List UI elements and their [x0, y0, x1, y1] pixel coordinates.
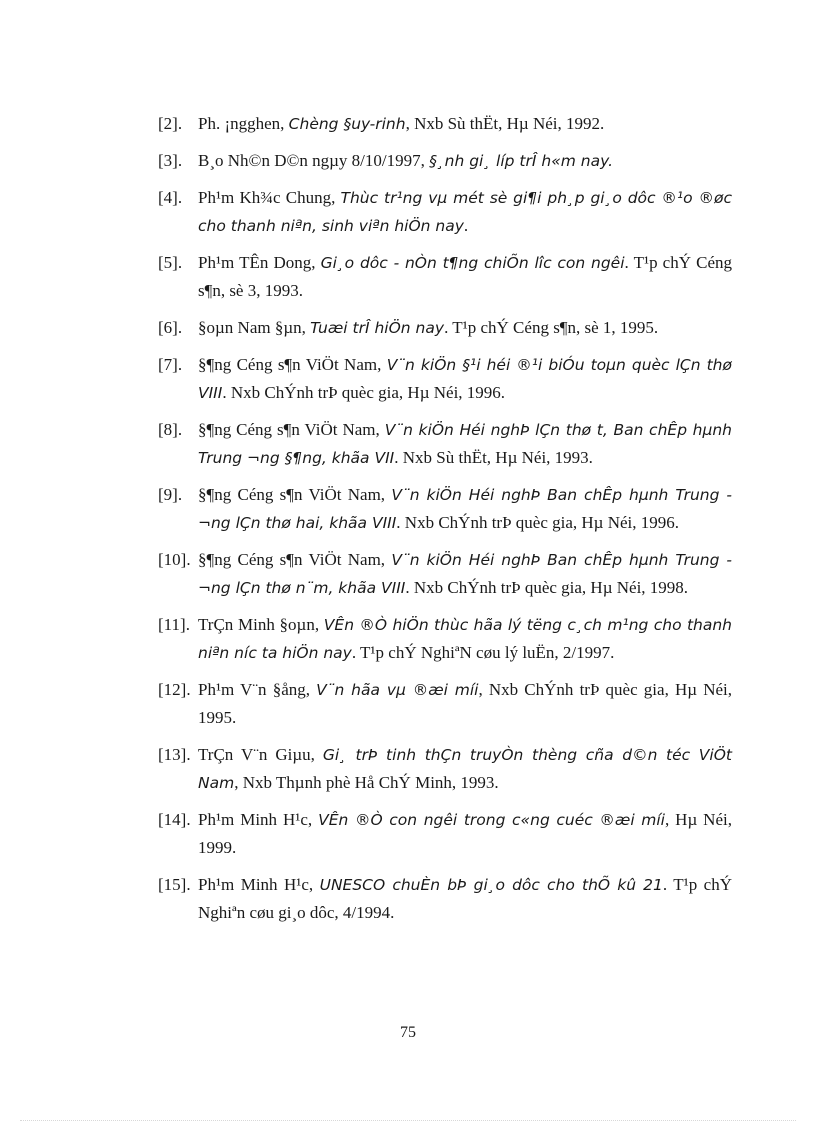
reference-title: V¨n kiÖn Héi nghÞ Ban chÊp hµnh Trung ¬ng lÇn thø hai, khãa VIII	[198, 486, 733, 532]
reference-item	[158, 871, 732, 927]
reference-item	[158, 110, 732, 138]
reference-text: Ph¹m Minh H¹c, UNESCO chuÈn bÞ gi¸o dôc cho thÕ kû 21. T¹p chÝ Nghiªn cøu gi¸o dôc, 4/1994.	[198, 875, 732, 922]
reference-text: §¶ng Céng s¶n ViÖt Nam, V¨n kiÖn Héi nghÞ lÇn thø t, Ban chÊp hµnh Trung ¬ng §¶ng, khãa VII. Nxb Sù thËt, Hµ Néi, 1993.	[198, 420, 733, 467]
reference-title: VÊn ®Ò con ngêi trong c«ng cuéc ®æi míi	[318, 811, 665, 829]
reference-item	[158, 546, 732, 602]
reference-number: [9].	[158, 485, 183, 504]
reference-number: [2].	[158, 114, 183, 133]
reference-title: V¨n kiÖn Héi nghÞ lÇn thø t, Ban chÊp hµnh Trung ¬ng §¶ng, khãa VII	[198, 421, 733, 467]
reference-number: [4].	[158, 188, 183, 207]
reference-title: V¨n kiÖn §¹i héi ®¹i biÓu toµn quèc lÇn thø VIII	[198, 356, 732, 402]
reference-text: §¶ng Céng s¶n ViÖt Nam, V¨n kiÖn §¹i héi ®¹i biÓu toµn quèc lÇn thø VIII. Nxb ChÝnh trÞ quèc gia, Hµ Néi, 1996.	[198, 355, 732, 402]
reference-title: Thùc tr¹ng vµ mét sè gi¶i ph¸p gi¸o dôc ®¹o ®øc cho thanh niªn, sinh viªn hiÖn nay	[198, 189, 732, 235]
reference-item	[158, 676, 732, 732]
reference-number: [11].	[158, 615, 190, 634]
reference-title: Tuæi trÎ hiÖn nay	[310, 319, 445, 337]
reference-number: [10].	[158, 550, 191, 569]
reference-item	[158, 249, 732, 305]
reference-item	[158, 481, 732, 537]
reference-number: [15].	[158, 875, 191, 894]
reference-number: [12].	[158, 680, 191, 699]
reference-text: §¶ng Céng s¶n ViÖt Nam, V¨n kiÖn Héi nghÞ Ban chÊp hµnh Trung ¬ng lÇn thø n¨m, khãa VIII. Nxb ChÝnh trÞ quèc gia, Hµ Néi, 1998.	[198, 550, 733, 597]
reference-number: [6].	[158, 318, 183, 337]
reference-title: Chèng §uy-rinh	[288, 115, 406, 133]
reference-title: UNESCO chuÈn bÞ gi¸o dôc cho thÕ kû 21	[319, 876, 663, 894]
reference-number: [8].	[158, 420, 183, 439]
reference-title: §¸nh gi¸ líp trÎ h«m nay.	[429, 152, 613, 170]
reference-title: Gi¸ trÞ tinh thÇn truyÒn thèng cña d©n téc ViÖt Nam	[198, 746, 732, 792]
reference-text: Ph¹m TÊn Dong, Gi¸o dôc - nÒn t¶ng chiÕn lîc con ngêi. T¹p chÝ Céng s¶n, sè 3, 1993.	[198, 253, 733, 300]
reference-item	[158, 741, 732, 797]
reference-text: Ph¹m Kh¾c Chung, Thùc tr¹ng vµ mét sè gi¶i ph¸p gi¸o dôc ®¹o ®øc cho thanh niªn, sinh viªn hiÖn nay.	[198, 188, 732, 235]
reference-item	[158, 611, 732, 667]
reference-title: V¨n kiÖn Héi nghÞ Ban chÊp hµnh Trung ¬ng lÇn thø n¨m, khãa VIII	[198, 551, 733, 597]
reference-title: Gi¸o dôc - nÒn t¶ng chiÕn lîc con ngêi	[320, 254, 625, 272]
reference-title: VÊn ®Ò hiÖn thùc hãa lý tëng c¸ch m¹ng cho thanh niªn níc ta hiÖn nay	[198, 616, 732, 662]
reference-item	[158, 184, 732, 240]
page-bottom-divider	[20, 1120, 796, 1121]
reference-text: Ph¹m V¨n §ång, V¨n hãa vµ ®æi míi, Nxb ChÝnh trÞ quèc gia, Hµ Néi, 1995.	[198, 680, 732, 727]
reference-number: [13].	[158, 745, 191, 764]
reference-text: Ph. ¡ngghen, Chèng §uy-rinh, Nxb Sù thËt, Hµ Néi, 1992.	[198, 114, 605, 133]
reference-text: TrÇn V¨n Giµu, Gi¸ trÞ tinh thÇn truyÒn thèng cña d©n téc ViÖt Nam, Nxb Thµnh phè Hå ChÝ Minh, 1993.	[198, 745, 732, 792]
reference-text: B¸o Nh©n D©n ngµy 8/10/1997, §¸nh gi¸ líp trÎ h«m nay.	[198, 151, 613, 170]
reference-list	[158, 110, 732, 936]
reference-item	[158, 314, 732, 342]
reference-number: [5].	[158, 253, 183, 272]
reference-text: TrÇn Minh §oµn, VÊn ®Ò hiÖn thùc hãa lý tëng c¸ch m¹ng cho thanh niªn níc ta hiÖn nay. T¹p chÝ NghiªN cøu lý luËn, 2/1997.	[198, 615, 732, 662]
page-number: 75	[400, 1024, 416, 1041]
reference-text: Ph¹m Minh H¹c, VÊn ®Ò con ngêi trong c«ng cuéc ®æi míi, Hµ Néi, 1999.	[198, 810, 732, 857]
reference-number: [7].	[158, 355, 183, 374]
reference-item	[158, 416, 732, 472]
reference-title: V¨n hãa vµ ®æi míi	[316, 681, 479, 699]
reference-item	[158, 351, 732, 407]
reference-number: [3].	[158, 151, 183, 170]
reference-text: §oµn Nam §µn, Tuæi trÎ hiÖn nay. T¹p chÝ Céng s¶n, sè 1, 1995.	[198, 318, 659, 337]
reference-item	[158, 806, 732, 862]
reference-item	[158, 147, 732, 175]
reference-text: §¶ng Céng s¶n ViÖt Nam, V¨n kiÖn Héi nghÞ Ban chÊp hµnh Trung ¬ng lÇn thø hai, khãa VIII. Nxb ChÝnh trÞ quèc gia, Hµ Néi, 1996.	[198, 485, 733, 532]
reference-number: [14].	[158, 810, 191, 829]
